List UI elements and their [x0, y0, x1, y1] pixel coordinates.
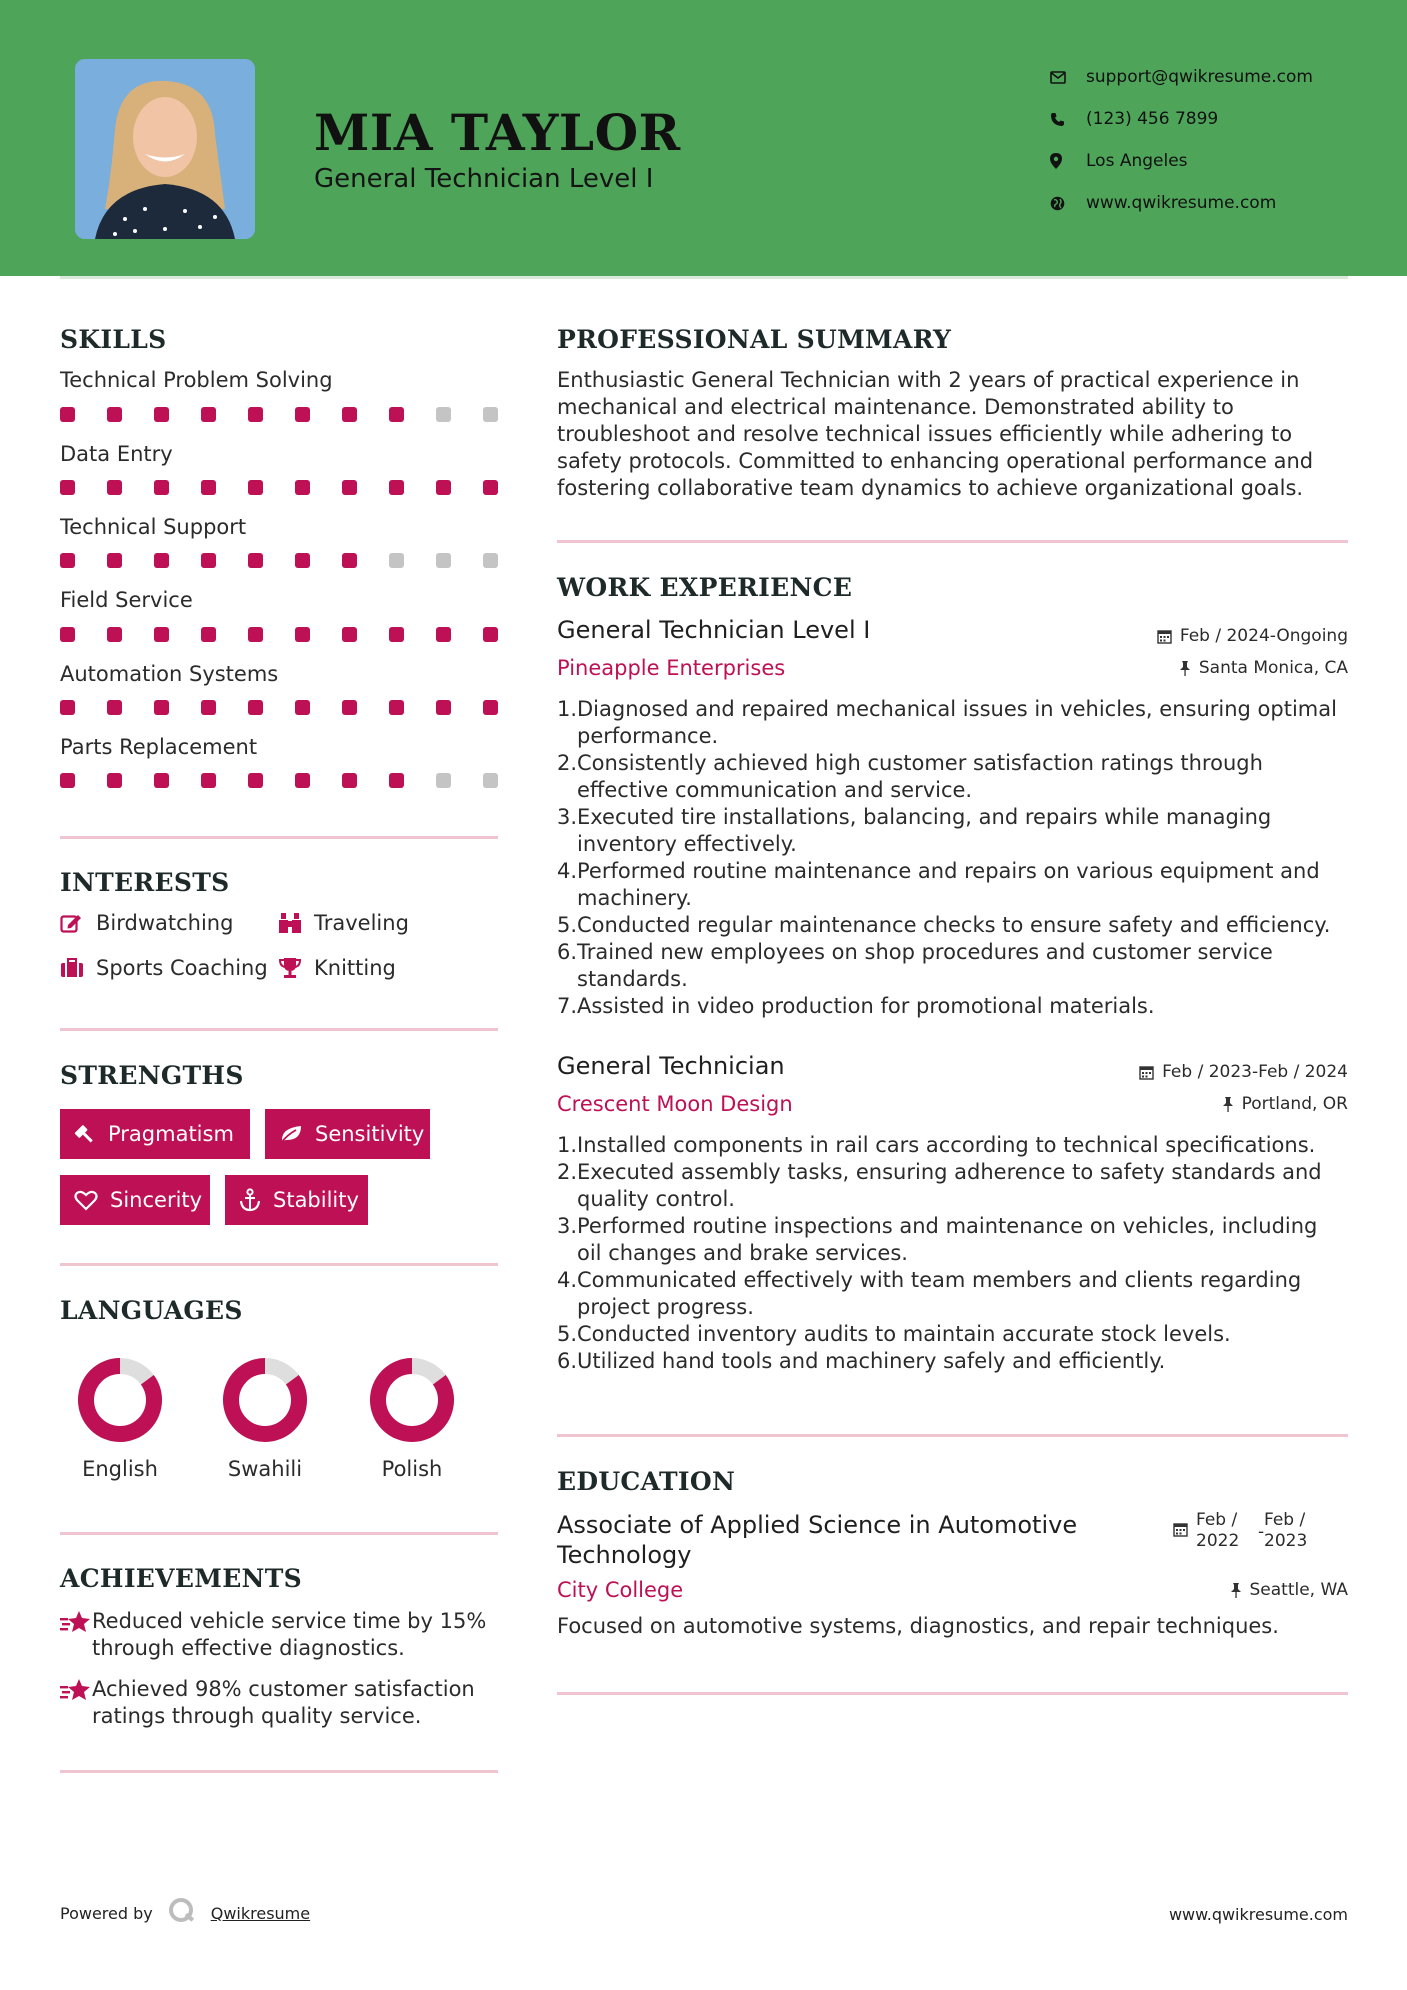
skill-rating: [60, 553, 498, 568]
job-bullets: [557, 696, 1347, 1020]
interest-item: [60, 956, 268, 980]
strength-badge: [265, 1109, 430, 1159]
section-divider: [60, 1532, 498, 1535]
header-banner: [0, 0, 1407, 276]
bullet-number: 7.: [557, 994, 578, 1018]
footer-website[interactable]: www.qwikresume.com: [1168, 1905, 1348, 1924]
job-bullet: [557, 1159, 1347, 1213]
skill-dot: [436, 407, 451, 422]
skill-dot: [389, 700, 404, 715]
skill-rating: [60, 700, 498, 715]
skill-dot: [154, 700, 169, 715]
skill-name: Field Service: [60, 588, 193, 612]
calendar-icon: [1173, 1510, 1188, 1552]
skill-dot: [436, 700, 451, 715]
job-dates-text: Feb / 2024-Ongoing: [1179, 626, 1348, 646]
bullet-text: Assisted in video production for promotional materials.: [577, 994, 1155, 1018]
education-date-start: Feb /: [1196, 1510, 1238, 1530]
company-name: Crescent Moon Design: [557, 1092, 793, 1116]
skill-dot: [342, 407, 357, 422]
skill-dot: [436, 480, 451, 495]
experience-heading: WORK EXPERIENCE: [557, 573, 853, 602]
candidate-name: MIA TAYLOR: [314, 103, 681, 162]
pushpin-icon: [1230, 1582, 1242, 1598]
section-divider: [557, 540, 1348, 543]
bullet-number: 5.: [557, 1322, 578, 1346]
job-bullet: [557, 696, 1347, 750]
skill-dot: [201, 700, 216, 715]
job-title: General Technician: [557, 1052, 785, 1080]
heart-icon: [74, 1190, 98, 1211]
job-bullet: [557, 993, 1347, 1020]
interest-item: [60, 911, 233, 935]
strength-label: Stability: [273, 1188, 359, 1212]
job-bullet: [557, 804, 1347, 858]
qwikresume-link[interactable]: Qwikresume: [210, 1903, 311, 1923]
skill-dot: [60, 773, 75, 788]
degree-line: Technology: [557, 1541, 692, 1569]
education-location: [1230, 1580, 1349, 1600]
skill-name: Automation Systems: [60, 662, 279, 686]
language-item: [195, 1355, 335, 1481]
skill-dot: [107, 627, 122, 642]
skill-dot: [60, 553, 75, 568]
education-dates: [1173, 1510, 1307, 1552]
language-label: Swahili: [227, 1457, 303, 1481]
bullet-text: Communicated effectively with team members and clients regarding project progress.: [577, 1268, 1302, 1319]
bullet-number: 3.: [557, 805, 578, 829]
job-dates-text: Feb / 2023-Feb / 2024: [1162, 1062, 1348, 1082]
skill-dot: [342, 773, 357, 788]
job-title: General Technician Level I: [557, 616, 871, 644]
skill-dot: [154, 407, 169, 422]
skill-rating: [60, 773, 498, 788]
interest-item: [278, 911, 409, 935]
skill-dot: [201, 480, 216, 495]
contact-list: [1050, 56, 1313, 224]
bullet-number: 2.: [557, 1160, 578, 1184]
map-marker-icon: [1050, 153, 1086, 169]
achievement-text: Achieved 98% customer satisfaction ratings through quality service.: [92, 1677, 475, 1728]
language-item: [342, 1355, 482, 1481]
summary-heading: PROFESSIONAL SUMMARY: [557, 325, 952, 354]
leaf-icon: [279, 1124, 303, 1144]
bullet-number: 5.: [557, 913, 578, 937]
contact-email-text: support@qwikresume.com: [1086, 67, 1313, 87]
skill-name: Technical Problem Solving: [60, 368, 333, 392]
pushpin-icon: [1179, 660, 1191, 676]
section-divider: [60, 1770, 498, 1773]
job-bullet: [557, 1348, 1347, 1375]
bullet-number: 2.: [557, 751, 578, 775]
skill-dot: [107, 700, 122, 715]
job-location: [1222, 1094, 1348, 1114]
skill-dot: [389, 627, 404, 642]
candidate-title: General Technician Level I: [314, 164, 654, 194]
skill-dot: [248, 480, 263, 495]
pushpin-icon: [1222, 1096, 1234, 1112]
skill-dot: [154, 773, 169, 788]
globe-icon: [1050, 196, 1086, 211]
job-location-text: Santa Monica, CA: [1198, 658, 1348, 678]
job-bullet: [557, 1132, 1347, 1159]
skill-dot: [201, 773, 216, 788]
interest-label: Knitting: [314, 956, 396, 980]
bullet-number: 6.: [557, 940, 578, 964]
strength-label: Sensitivity: [315, 1122, 425, 1146]
skills-heading: SKILLS: [60, 325, 167, 354]
skill-dot: [342, 627, 357, 642]
calendar-icon: [1139, 1065, 1154, 1080]
job-bullets: [557, 1132, 1347, 1375]
bullet-text: Installed components in rail cars according to technical specifications.: [577, 1133, 1316, 1157]
contact-location-text: Los Angeles: [1086, 151, 1188, 171]
degree-title: [557, 1510, 1077, 1570]
skill-rating: [60, 480, 498, 495]
contact-location: [1050, 140, 1313, 182]
job-dates: [1139, 1062, 1348, 1082]
contact-website[interactable]: [1050, 182, 1313, 224]
bullet-text: Utilized hand tools and machinery safely and efficiently.: [577, 1349, 1166, 1373]
job-bullet: [557, 1267, 1347, 1321]
skill-dot: [389, 407, 404, 422]
skill-dot: [389, 553, 404, 568]
languages-heading: LANGUAGES: [60, 1296, 243, 1325]
contact-phone-text: (123) 456 7899: [1086, 109, 1219, 129]
achievements-heading: ACHIEVEMENTS: [60, 1564, 302, 1593]
bullet-number: 3.: [557, 1214, 578, 1238]
interest-item: [278, 956, 396, 980]
anchor-icon: [239, 1188, 261, 1212]
skill-rating: [60, 407, 498, 422]
strength-badge: [225, 1175, 368, 1225]
skill-dot: [342, 700, 357, 715]
strength-label: Pragmatism: [108, 1122, 234, 1146]
skill-dot: [295, 773, 310, 788]
skill-dot: [295, 407, 310, 422]
skill-dot: [60, 700, 75, 715]
education-heading: EDUCATION: [557, 1467, 736, 1496]
bullet-number: 1.: [557, 697, 578, 721]
skill-dot: [107, 773, 122, 788]
achievement-item: [60, 1676, 500, 1730]
bullet-text: Conducted inventory audits to maintain accurate stock levels.: [577, 1322, 1231, 1346]
bullet-text: Executed tire installations, balancing, and repairs while managing inventory effectively.: [577, 805, 1272, 856]
skill-dot: [248, 700, 263, 715]
skill-dot: [342, 480, 357, 495]
bullet-text: Executed assembly tasks, ensuring adherence to safety standards and quality control.: [577, 1160, 1322, 1211]
skill-dot: [483, 627, 498, 642]
skill-dot: [60, 407, 75, 422]
skill-dot: [436, 627, 451, 642]
language-label: Polish: [381, 1457, 443, 1481]
job-bullet: [557, 1213, 1347, 1267]
strength-label: Sincerity: [110, 1188, 203, 1212]
education-location-text: Seattle, WA: [1249, 1580, 1348, 1600]
strengths-heading: STRENGTHS: [60, 1061, 244, 1090]
bullet-text: Consistently achieved high customer satisfaction ratings through effective communication and service.: [577, 751, 1263, 802]
skill-dot: [107, 407, 122, 422]
skill-dot: [295, 480, 310, 495]
gavel-icon: [74, 1123, 96, 1145]
qwikresume-logo-icon: [167, 1896, 197, 1930]
bullet-text: Conducted regular maintenance checks to ensure safety and efficiency.: [577, 913, 1331, 937]
language-donut: [75, 1355, 165, 1445]
header-divider: [60, 276, 1348, 279]
language-label: English: [82, 1457, 158, 1481]
skill-dot: [201, 407, 216, 422]
shooting-star-icon: [60, 1608, 92, 1638]
pencil-square-icon: [60, 913, 96, 933]
skill-dot: [483, 553, 498, 568]
bullet-number: 4.: [557, 1268, 578, 1292]
skill-dot: [295, 627, 310, 642]
job-bullet: [557, 1321, 1347, 1348]
skill-name: Technical Support: [60, 515, 247, 539]
bullet-number: 1.: [557, 1133, 578, 1157]
section-divider: [60, 836, 498, 839]
briefcase-icon: [60, 958, 96, 978]
interest-label: Traveling: [314, 911, 409, 935]
shooting-star-icon: [60, 1676, 92, 1706]
phone-icon: [1050, 112, 1086, 127]
education-date-separator: -: [1258, 1522, 1265, 1542]
skill-dot: [154, 553, 169, 568]
school-name: City College: [557, 1578, 684, 1602]
skill-dot: [154, 627, 169, 642]
section-divider: [60, 1028, 498, 1031]
job-location-text: Portland, OR: [1241, 1094, 1348, 1114]
skill-dot: [107, 553, 122, 568]
skill-dot: [389, 773, 404, 788]
achievement-item: [60, 1608, 500, 1662]
skill-name: Parts Replacement: [60, 735, 258, 759]
skill-dot: [248, 773, 263, 788]
section-divider: [557, 1434, 1348, 1437]
skill-dot: [60, 627, 75, 642]
skill-dot: [107, 480, 122, 495]
skill-dot: [295, 700, 310, 715]
powered-by-text: Powered by: [60, 1903, 153, 1923]
language-donut: [367, 1355, 457, 1445]
footer-powered-by: [60, 1896, 310, 1930]
education-date-start-year: 2022: [1196, 1531, 1240, 1551]
language-donut: [220, 1355, 310, 1445]
bullet-text: Diagnosed and repaired mechanical issues in vehicles, ensuring optimal performance.: [577, 697, 1337, 748]
job-bullet: [557, 858, 1347, 912]
education-date-end: Feb /: [1264, 1510, 1306, 1530]
profile-photo: [75, 59, 255, 239]
section-divider: [557, 1692, 1348, 1695]
job-bullet: [557, 750, 1347, 804]
skill-name: Data Entry: [60, 442, 173, 466]
job-location: [1179, 658, 1348, 678]
section-divider: [60, 1263, 498, 1266]
interests-heading: INTERESTS: [60, 868, 230, 897]
skill-dot: [60, 480, 75, 495]
strength-badge: [60, 1109, 250, 1159]
contact-website-text: www.qwikresume.com: [1086, 193, 1277, 213]
job-dates: [1157, 626, 1348, 646]
degree-line: Associate of Applied Science in Automotive: [557, 1511, 1078, 1539]
skill-dot: [154, 480, 169, 495]
skill-dot: [389, 480, 404, 495]
bullet-number: 6.: [557, 1349, 578, 1373]
contact-email[interactable]: [1050, 56, 1313, 98]
job-bullet: [557, 939, 1347, 993]
calendar-icon: [1157, 629, 1172, 644]
trophy-icon: [278, 957, 314, 979]
skill-dot: [436, 773, 451, 788]
skill-dot: [201, 627, 216, 642]
skill-rating: [60, 627, 498, 642]
bullet-number: 4.: [557, 859, 578, 883]
skill-dot: [295, 553, 310, 568]
bullet-text: Trained new employees on shop procedures and customer service standards.: [577, 940, 1273, 991]
binoculars-icon: [278, 912, 314, 934]
envelope-icon: [1050, 71, 1086, 84]
interest-label: Birdwatching: [96, 911, 234, 935]
skill-dot: [248, 407, 263, 422]
skill-dot: [342, 553, 357, 568]
strength-badge: [60, 1175, 210, 1225]
skill-dot: [483, 407, 498, 422]
bullet-text: Performed routine maintenance and repairs on various equipment and machinery.: [577, 859, 1320, 910]
education-date-end-year: 2023: [1264, 1531, 1308, 1551]
skill-dot: [483, 773, 498, 788]
company-name: Pineapple Enterprises: [557, 656, 786, 680]
language-item: [50, 1355, 190, 1481]
skill-dot: [248, 627, 263, 642]
job-bullet: [557, 912, 1347, 939]
contact-phone[interactable]: [1050, 98, 1313, 140]
skill-dot: [483, 480, 498, 495]
skill-dot: [201, 553, 216, 568]
achievement-text: Reduced vehicle service time by 15% through effective diagnostics.: [92, 1609, 487, 1660]
skill-dot: [248, 553, 263, 568]
skill-dot: [483, 700, 498, 715]
education-description: Focused on automotive systems, diagnostics, and repair techniques.: [557, 1614, 1279, 1638]
summary-text: Enthusiastic General Technician with 2 years of practical experience in mechanical and electrical maintenance. Demonstrated ability to troubleshoot and resolve technical issues efficiently while adhering to safety protocols. Committed to enhancing operational performance and fostering collaborative team dynamics to achieve organizational goals.: [557, 368, 1314, 500]
skill-dot: [436, 553, 451, 568]
interest-label: Sports Coaching: [96, 956, 268, 980]
bullet-text: Performed routine inspections and maintenance on vehicles, including oil changes and brake services.: [577, 1214, 1318, 1265]
